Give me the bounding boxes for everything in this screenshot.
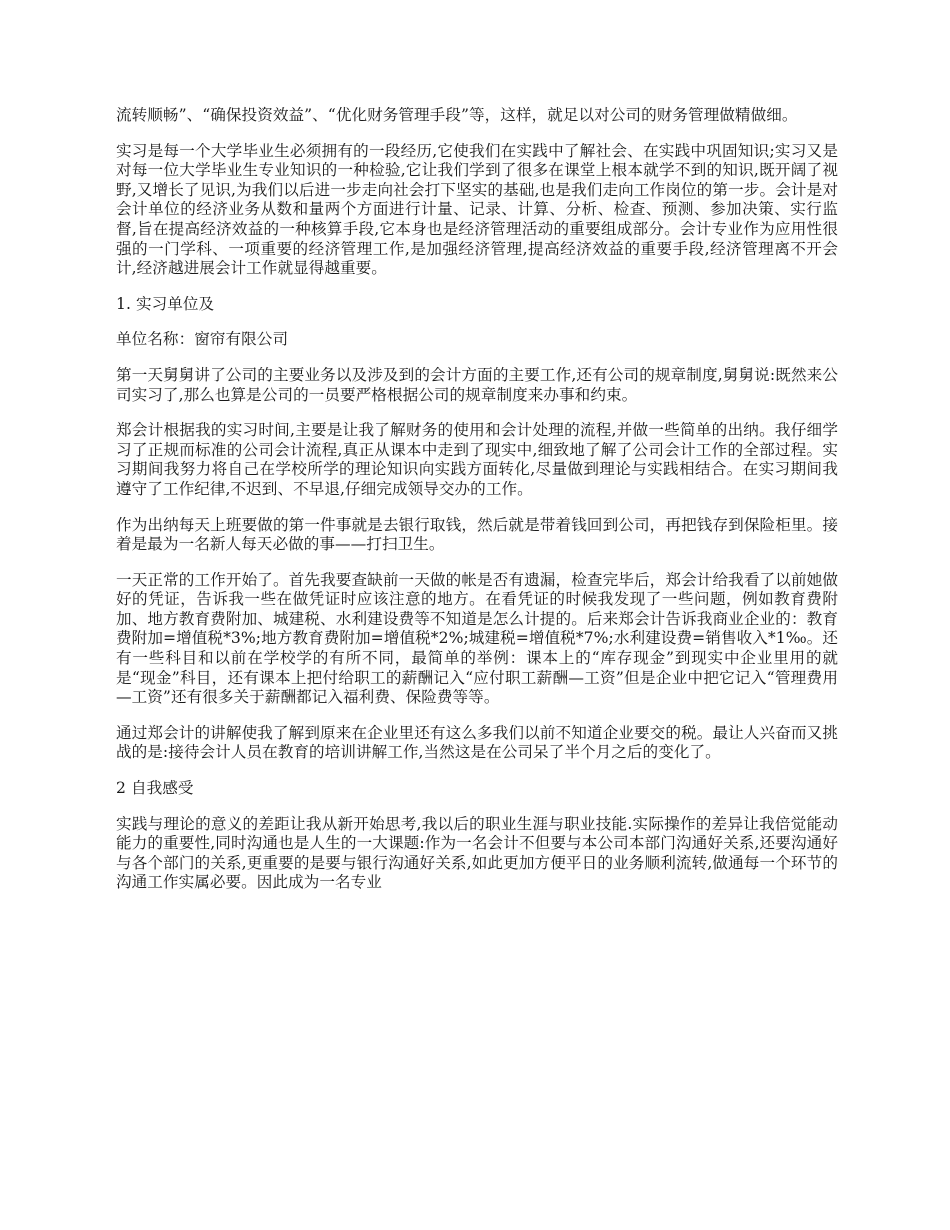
paragraph: 第一天舅舅讲了公司的主要业务以及涉及到的会计方面的主要工作,还有公司的规章制度,舅舅说:既然来公司实习了,那么也算是公司的一员要严格根据公司的规章制度来办事和约束。 (116, 365, 838, 404)
paragraph: 一天正常的工作开始了。首先我要查缺前一天做的帐是否有遗漏，检查完毕后，郑会计给我看了以前她做好的凭证，告诉我一些在做凭证时应该注意的地方。在看凭证的时候我发现了一些问题，例如教育费附加、地方教育费附加、城建税、水利建设费等不知道是怎么计提的。后来郑会计告诉我商业企业的：教育费附加=增值税*3%;地方教育费附加=增值税*2%;城建税=增值税*7%;水利建设费=销售收入*1‰。还有一些科目和以前在学校学的有所不同，最简单的举例：课本上的“库存现金”到现实中企业里用的就是“现金”科目，还有课本上把付给职工的薪酬记入“应付职工薪酬—工资”但是企业中把它记入“管理费用—工资”还有很多关于薪酬都记入福利费、保险费等等。 (116, 570, 838, 707)
paragraph: 流转顺畅”、“确保投资效益”、“优化财务管理手段”等，这样，就足以对公司的财务管理做精做细。 (116, 106, 798, 124)
paragraph: 通过郑会计的讲解使我了解到原来在企业里还有这么多我们以前不知道企业要交的税。最让人兴奋而又挑战的是:接待会计人员在教育的培训讲解工作,当然这是在公司呆了半个月之后的变化了。 (116, 723, 838, 762)
paragraph: 郑会计根据我的实习时间,主要是让我了解财务的使用和会计处理的流程,并做一些简单的出纳。我仔细学习了正规而标准的公司会计流程,真正从课本中走到了现实中,细致地了解了公司会计工作的全部过程。实习期间我努力将自己在学校所学的理论知识向实践方面转化,尽量做到理论与实践相结合。在实习期间我遵守了工作纪律,不迟到、不早退,仔细完成领导交办的工作。 (116, 421, 838, 498)
paragraph: 实践与理论的意义的差距让我从新开始思考,我以后的职业生涯与职业技能.实际操作的差异让我倍觉能动能力的重要性,同时沟通也是人生的一大课题:作为一名会计不但要与本公司本部门沟通好关系,还要沟通好与各个部门的关系,更重要的是要与银行沟通好关系,如此更加方便平日的业务顺利流转,做通每一个环节的沟通工作实属必要。因此成为一名专业 (116, 814, 838, 892)
section-heading: 1. 实习单位及 (116, 294, 215, 313)
paragraph: 作为出纳每天上班要做的第一件事就是去银行取钱，然后就是带着钱回到公司，再把钱存到保险柜里。接着是最为一名新人每天必做的事——打扫卫生。 (116, 515, 838, 554)
paragraph: 单位名称：窗帘有限公司 (116, 330, 289, 349)
section-heading: 2 自我感受 (116, 779, 194, 798)
paragraph: 实习是每一个大学毕业生必须拥有的一段经历,它使我们在实践中了解社会、在实践中巩固知识;实习又是对每一位大学毕业生专业知识的一种检验,它让我们学到了很多在课堂上根本就学不到的知识,既开阔了视野,又增长了见识,为我们以后进一步走向社会打下坚实的基础,也是我们走向工作岗位的第一步。会计是对会计单位的经济业务从数和量两个方面进行计量、记录、计算、分析、检查、预测、参加决策、实行监督,旨在提高经济效益的一种核算手段,它本身也是经济管理活动的重要组成部分。会计专业作为应用性很强的一门学科、一项重要的经济管理工作,是加强经济管理,提高经济效益的重要手段,经济管理离不开会计,经济越进展会计工作就显得越重要。 (116, 141, 838, 278)
document-body (116, 106, 838, 909)
